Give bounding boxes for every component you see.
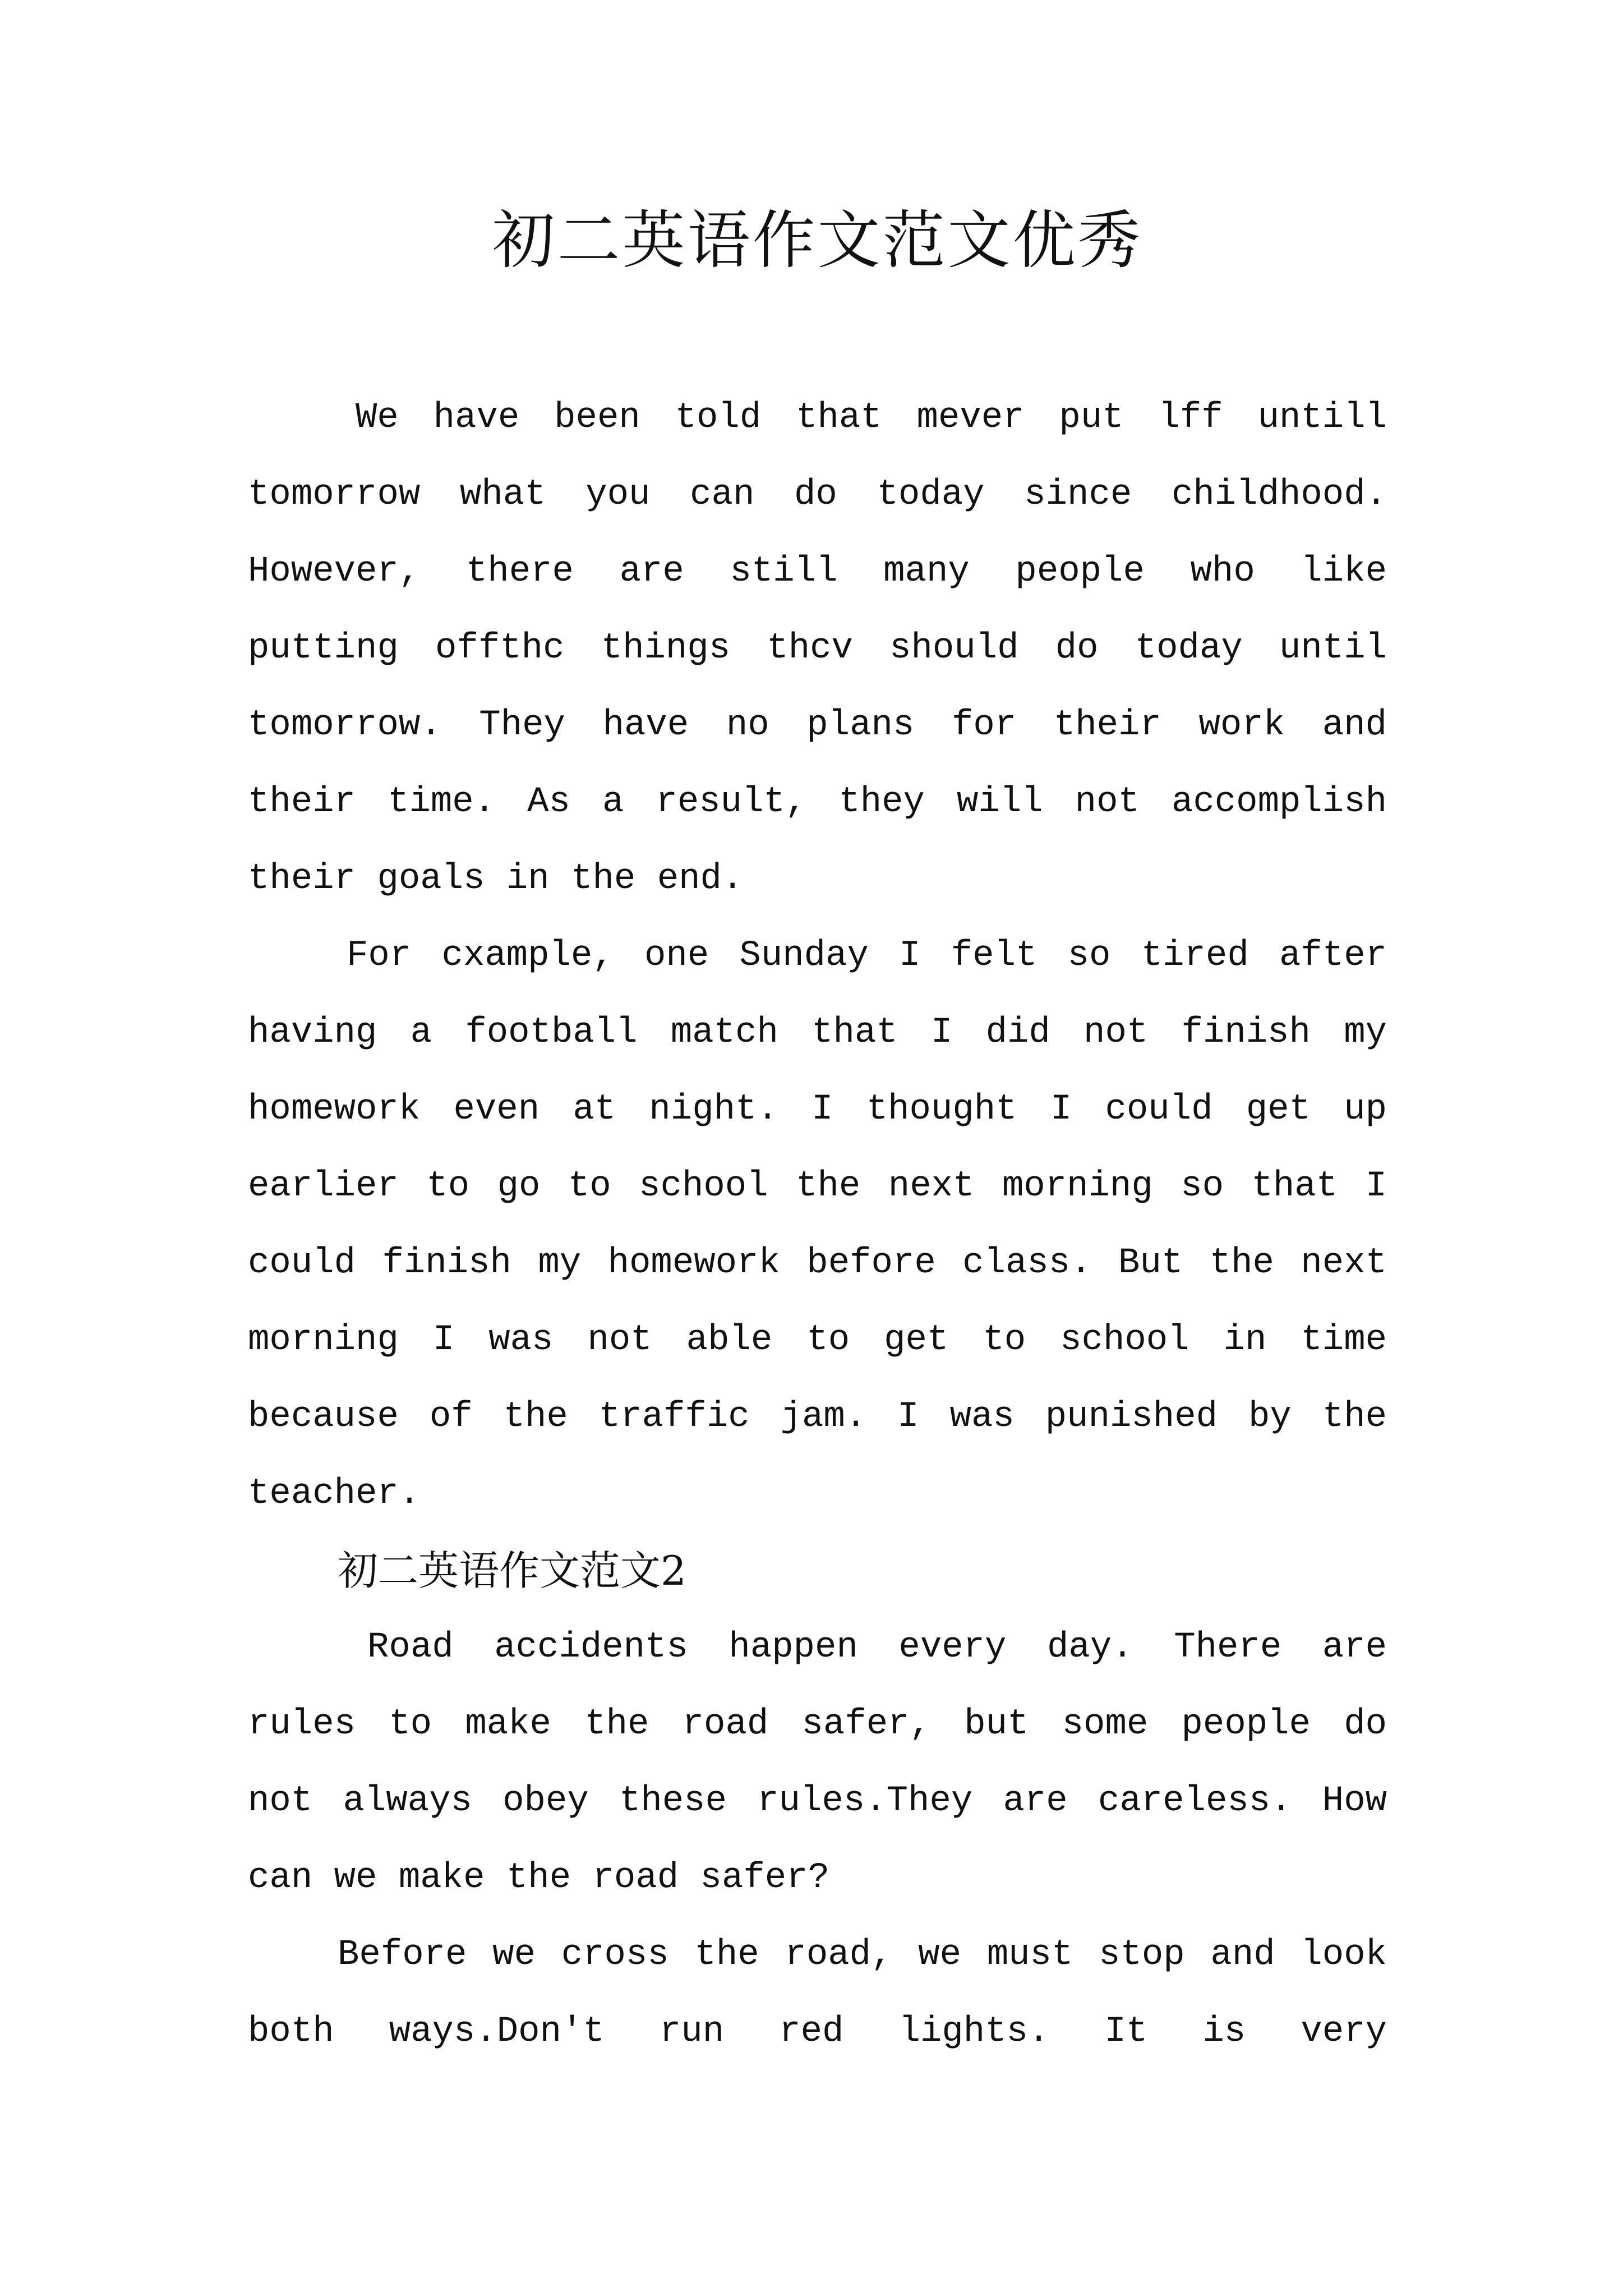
paragraph-line: both ways.Don't run red lights. It is very — [248, 2012, 1387, 2052]
paragraph-line: could finish my homework before class. But the next — [248, 1243, 1387, 1283]
paragraph-line: morning I was not able to get to school in time — [248, 1320, 1387, 1360]
paragraph-line: earlier to go to school the next morning so that I — [248, 1166, 1387, 1207]
document-title: 初二英语作文范文优秀 — [492, 204, 1143, 277]
paragraph-line: Road accidents happen every day. There are — [367, 1627, 1387, 1668]
paragraph-line: having a football match that I did not finish my — [248, 1013, 1387, 1053]
paragraph-line: rules to make the road safer, but some people do — [248, 1704, 1387, 1745]
paragraph-line: not always obey these rules.They are careless. How — [248, 1781, 1387, 1821]
paragraph-2 — [248, 918, 1387, 1533]
paragraph-3 — [248, 1609, 1387, 1917]
paragraph-line: putting offthc things thcv should do today until — [248, 628, 1387, 669]
paragraph-line: their goals in the end. — [248, 859, 744, 899]
paragraph-line: because of the traffic jam. I was punished by the — [248, 1397, 1387, 1437]
paragraph-line: Before we cross the road, we must stop and look — [338, 1935, 1387, 1975]
paragraph-4 — [248, 1917, 1387, 2070]
paragraph-line: their time. As a result, they will not accomplish — [248, 782, 1387, 822]
paragraph-line: can we make the road safer? — [248, 1858, 829, 1898]
paragraph-line: We have been told that mever put lff untill — [356, 398, 1387, 438]
paragraph-line: For cxample, one Sunday I felt so tired after — [347, 936, 1387, 976]
section-heading: 初二英语作文范文2 — [338, 1547, 686, 1594]
paragraph-line: tomorrow what you can do today since childhood. — [248, 475, 1387, 515]
paragraph-line: tomorrow. They have no plans for their work and — [248, 705, 1387, 746]
paragraph-line: teacher. — [248, 1474, 421, 1514]
paragraph-1 — [248, 380, 1387, 918]
document-body — [248, 380, 1387, 2070]
paragraph-line: However, there are still many people who like — [248, 551, 1387, 592]
paragraph-line: homework even at night. I thought I could get up — [248, 1089, 1387, 1130]
